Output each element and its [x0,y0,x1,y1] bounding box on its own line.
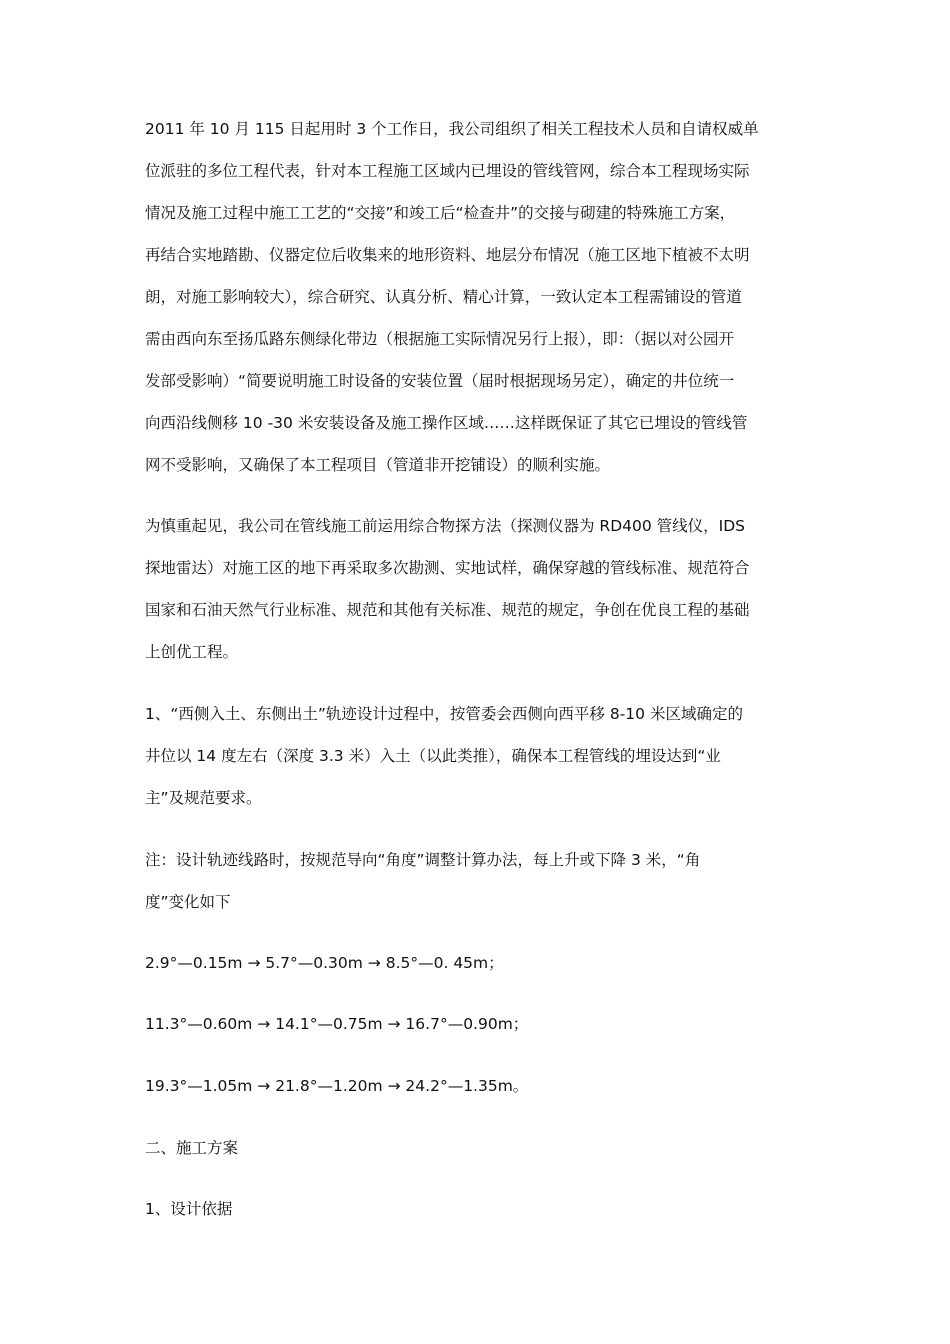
angle-row: 11.3°—0.60m → 14.1°—0.75m → 16.7°—0.90m； [145,1015,529,1033]
text-line: 需由西向东至扬瓜路东侧绿化带边（根据施工实际情况另行上报），即：（据以对公园开 [145,330,735,348]
text-line: 位派驻的多位工程代表，针对本工程施工区域内已埋设的管线管网，综合本工程现场实际 [145,162,750,180]
text-line: 主”及规范要求。 [145,789,262,807]
subsection-heading: 1、设计依据 [145,1200,233,1218]
text-line: 网不受影响，又确保了本工程项目（管道非开挖铺设）的顺利实施。 [145,456,611,474]
text-line: 国家和石油天然气行业标准、规范和其他有关标准、规范的规定，争创在优良工程的基础 [145,601,750,619]
angle-row: 2.9°—0.15m → 5.7°—0.30m → 8.5°—0. 45m； [145,954,504,972]
text-line: 探地雷达）对施工区的地下再采取多次勘测、实地试样，确保穿越的管线标准、规范符合 [145,559,750,577]
text-line: 度”变化如下 [145,893,231,911]
text-line: 2011 年 10 月 115 日起用时 3 个工作日，我公司组织了相关工程技术人员和自请权威单 [145,120,759,138]
text-line: 井位以 14 度左右（深度 3.3 米）入土（以此类推），确保本工程管线的埋设达到“业 [145,747,721,765]
text-line: 发部受影响）“简要说明施工时设备的安装位置（届时根据现场另定），确定的井位统一 [145,372,735,390]
text-line: 为慎重起见，我公司在管线施工前运用综合物探方法（探测仪器为 RD400 管线仪，IDS [145,517,745,535]
text-line: 上创优工程。 [145,643,239,661]
text-line: 1、“西侧入土、东侧出土”轨迹设计过程中，按管委会西侧向西平移 8-10 米区域确定的 [145,705,743,723]
text-line: 注：设计轨迹线路时，按规范导向“角度”调整计算办法，每上升或下降 3 米，“角 [145,851,701,869]
angle-row: 19.3°—1.05m → 21.8°—1.20m → 24.2°—1.35m。 [145,1077,529,1095]
text-line: 再结合实地踏勘、仪器定位后收集来的地形资料、地层分布情况（施工区地下植被不太明 [145,246,750,264]
text-line: 情况及施工过程中施工工艺的“交接”和竣工后“检查井”的交接与砌建的特殊施工方案， [145,204,736,222]
section-heading: 二、施工方案 [145,1139,239,1157]
text-line: 朗，对施工影响较大），综合研究、认真分析、精心计算，一致认定本工程需铺设的管道 [145,288,742,306]
text-line: 向西沿线侧移 10 -30 米安装设备及施工操作区域……这样既保证了其它已埋设的管线管 [145,414,748,432]
